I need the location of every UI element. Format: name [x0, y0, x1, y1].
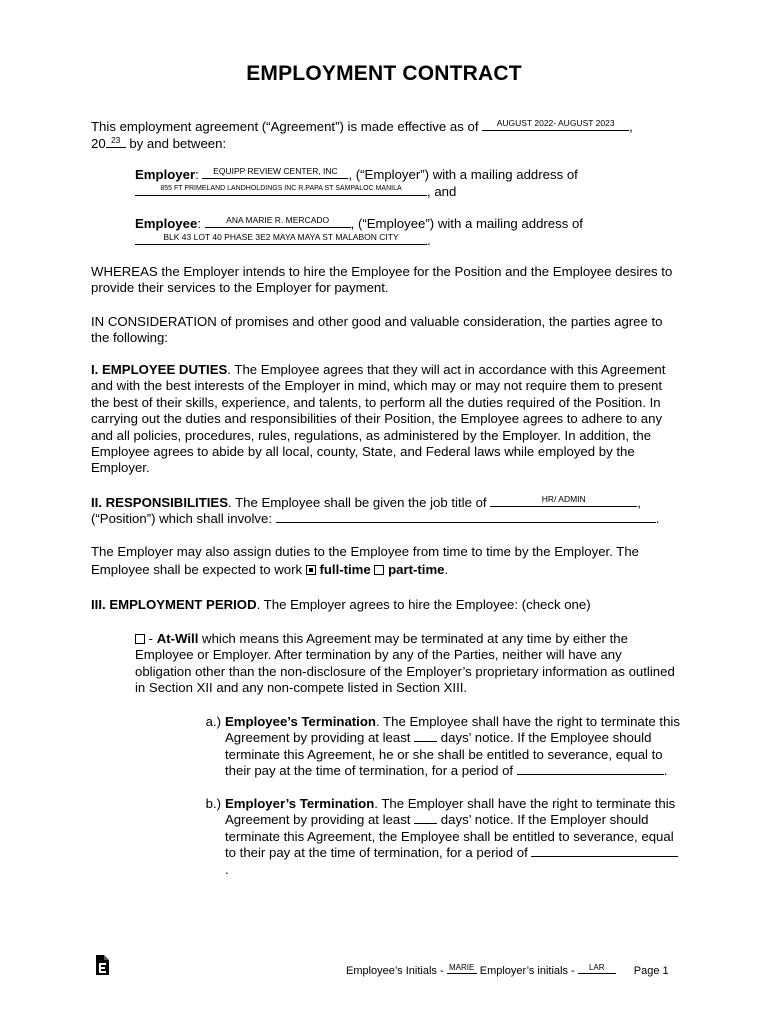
- employee-notice-days-field[interactable]: [414, 730, 437, 742]
- work-schedule-paragraph: The Employer may also assign duties to the Employee from time to time by the Employer. The Employee shall be expected to work full-time part-time.: [91, 544, 640, 577]
- section-heading: I. EMPLOYEE DUTIES: [91, 362, 228, 377]
- employee-address-field[interactable]: BLK 43 LOT 40 PHASE 3E2 MAYA MAYA ST MALABON CITY: [135, 232, 427, 245]
- page-number: Page 1: [633, 965, 669, 977]
- position-involvement-field[interactable]: [276, 511, 656, 523]
- employer-block: Employer: EQUIPP REVIEW CENTER, INC , (“Employer”) with a mailing address of 855 FT PRIMELAND LANDHOLDINGS INC R.PAPA ST SAMPALOC MANILA , and: [135, 166, 578, 200]
- employer-notice-days-field[interactable]: [414, 812, 437, 824]
- employer-name-field[interactable]: EQUIPP REVIEW CENTER, INC: [202, 166, 348, 179]
- intro-paragraph: This employment agreement (“Agreement”) is made effective as of AUGUST 2022- AUGUST 2023 , 20 23 by and between:: [91, 118, 633, 152]
- employer-severance-period-field[interactable]: [531, 845, 678, 857]
- at-will-option: - At-Will which means this Agreement may be terminated at any time by either the Employee or Employer. After termination by any of the Parties, neither will have any obligation other than the non-disclosure of the Employer’s proprietary information as outlined in Section XII and any non-compete listed in Section XIII.: [135, 631, 675, 696]
- employer-initials-field[interactable]: LAR: [578, 963, 616, 974]
- job-title-field[interactable]: HR/ ADMIN: [490, 494, 637, 507]
- employer-termination-item: b.) Employer’s Termination. The Employer shall have the right to terminate this Agreement by providing at least days’ notice. If the Employer should terminate this Agreement, the Employee shall be entitled to severance, equal to their pay at the time of termination, for a period of .: [225, 796, 681, 878]
- document-title: EMPLOYMENT CONTRACT: [246, 62, 522, 85]
- responsibilities-section: II. RESPONSIBILITIES. The Employee shall be given the job title of HR/ ADMIN , (“Position”) which shall involve: .: [91, 494, 660, 527]
- effective-date-field[interactable]: AUGUST 2022- AUGUST 2023: [482, 118, 629, 131]
- parttime-checkbox[interactable]: [374, 565, 384, 575]
- section-heading: II. RESPONSIBILITIES: [91, 495, 229, 510]
- employment-period-section: III. EMPLOYMENT PERIOD. The Employer agrees to hire the Employee: (check one): [91, 597, 591, 612]
- employee-severance-period-field[interactable]: [517, 763, 664, 775]
- employee-block: Employee: ANA MARIE R. MERCADO , (“Employee”) with a mailing address of BLK 43 LOT 40 PHASE 3E2 MAYA MAYA ST MALABON CITY .: [135, 215, 583, 249]
- item-marker: a.): [205, 714, 221, 729]
- fulltime-checkbox[interactable]: [306, 565, 316, 575]
- section-heading: III. EMPLOYMENT PERIOD: [91, 597, 257, 612]
- employer-address-field[interactable]: 855 FT PRIMELAND LANDHOLDINGS INC R.PAPA ST SAMPALOC MANILA: [135, 183, 427, 196]
- eforms-logo-icon: [94, 954, 110, 976]
- employer-label: Employer: [135, 167, 196, 182]
- employee-initials-field[interactable]: MARIE: [447, 963, 477, 974]
- year-field[interactable]: 23: [106, 135, 126, 148]
- employee-label: Employee: [135, 216, 198, 231]
- whereas-paragraph: WHEREAS the Employer intends to hire the Employee for the Position and the Employee desires to provide their services to the Employer for payment.: [91, 264, 673, 296]
- consideration-paragraph: IN CONSIDERATION of promises and other good and valuable consideration, the parties agree to the following:: [91, 314, 663, 346]
- employee-name-field[interactable]: ANA MARIE R. MERCADO: [205, 215, 351, 228]
- item-marker: b.): [205, 796, 221, 811]
- at-will-checkbox[interactable]: [135, 634, 145, 644]
- employee-duties-section: I. EMPLOYEE DUTIES. The Employee agrees that they will act in accordance with this Agreement and with the best interests of the Employer in mind, which may or may not require them to present the best of their skills, experience, and talents, to perform all the duties required of the Position. In carrying out the duties and responsibilities of their Position, the Employee agrees to adhere to any and all policies, procedures, rules, regulations, as administered by the Employer. In addition, the Employee agrees to abide by all local, county, State, and Federal laws while employed by the Employer.: [91, 362, 666, 476]
- employee-termination-item: a.) Employee’s Termination. The Employee shall have the right to terminate this Agreement by providing at least days’ notice. If the Employee should terminate this Agreement, he or she shall be entitled to severance, equal to their pay at the time of termination, for a period of .: [225, 714, 681, 780]
- page-footer: Employee’s Initials - MARIE Employer’s initials - LAR Page 1: [346, 963, 669, 977]
